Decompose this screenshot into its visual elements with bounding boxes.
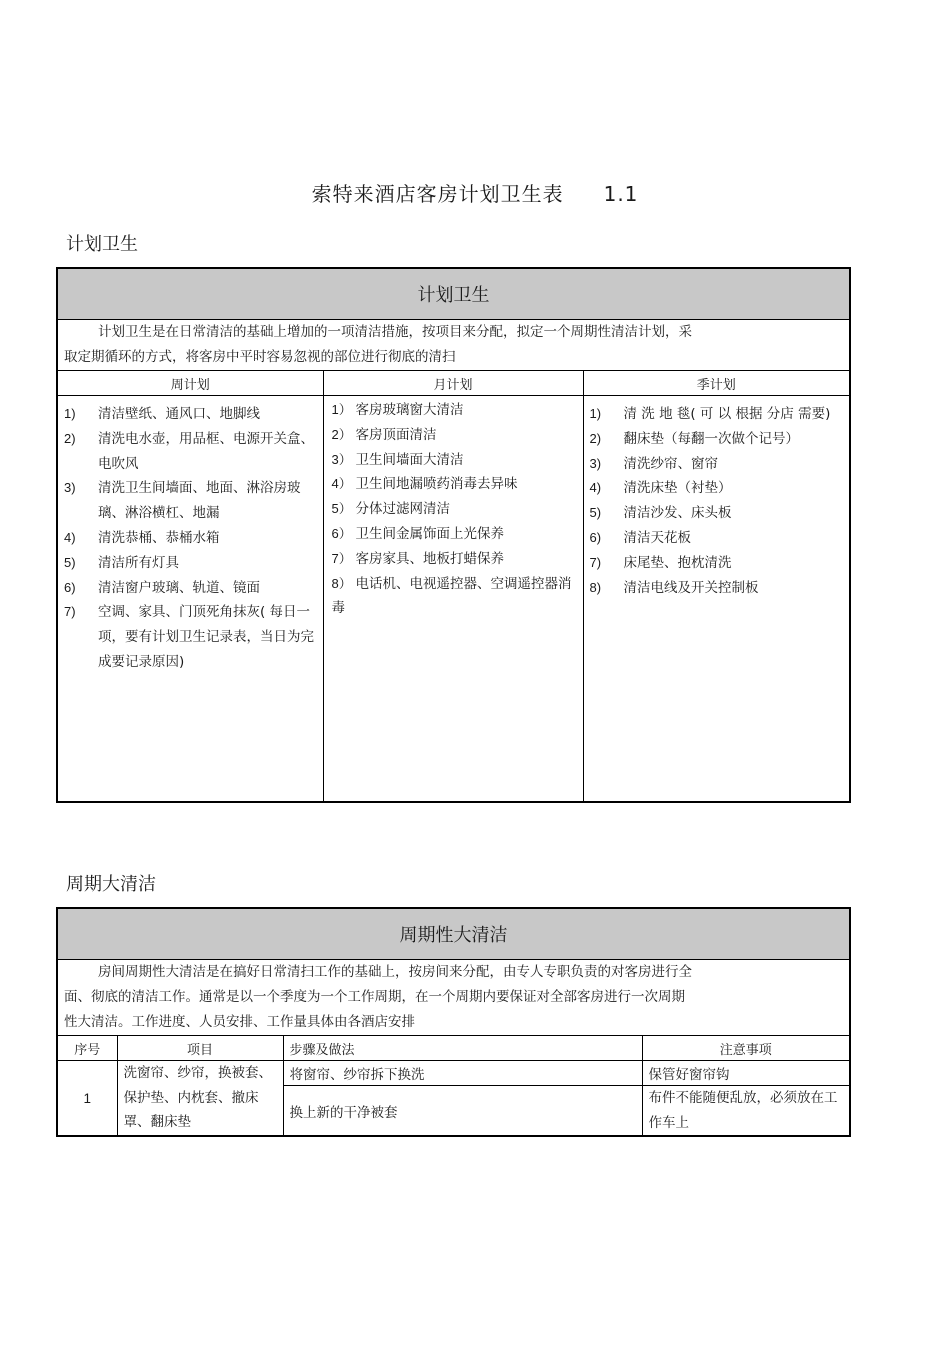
item-number: 6) — [589, 529, 602, 545]
col-quarterly: 季计划 — [583, 371, 850, 396]
row-step: 将窗帘、纱帘拆下换洗 — [283, 1061, 642, 1086]
quarterly-cell — [583, 396, 850, 802]
list-item — [332, 547, 579, 572]
plan-table-title: 计划卫生 — [57, 268, 850, 320]
weekly-cell — [57, 396, 323, 802]
row-note: 保管好窗帘钩 — [642, 1061, 850, 1086]
item-text: 电话机、电视遥控器、空调遥控器消毒 — [331, 575, 572, 617]
item-number: 8） — [331, 575, 352, 591]
section2-heading: 周期大清洁 — [66, 874, 156, 895]
document-title — [0, 178, 950, 207]
monthly-list — [324, 396, 583, 621]
quarterly-list — [584, 396, 850, 600]
list-item — [332, 572, 579, 622]
col-no: 序号 — [57, 1036, 117, 1061]
item-number: 5） — [331, 501, 352, 517]
list-item — [64, 427, 319, 477]
list-item — [332, 423, 579, 448]
item-number: 4) — [589, 480, 602, 496]
item-number: 1) — [64, 406, 76, 421]
item-number: 4) — [64, 529, 76, 545]
intro-line: 性大清洁。工作进度、人员安排、工作量具体由各酒店安排 — [64, 1014, 415, 1030]
item-text: 清洗纱帘、窗帘 — [623, 455, 718, 472]
item-text: 卫生间金属饰面上光保养 — [355, 525, 504, 542]
col-weekly: 周计划 — [57, 371, 323, 396]
item-number: 3） — [331, 451, 352, 467]
col-steps: 步骤及做法 — [283, 1036, 642, 1061]
cleaning-table — [56, 907, 851, 1137]
item-number: 7） — [331, 550, 352, 566]
item-text: 卫生间墙面大清洁 — [355, 451, 464, 468]
item-text: 清 洗 地 毯( 可 以 根据 分店 需要) — [623, 406, 831, 422]
list-item — [64, 551, 319, 576]
row-no: 1 — [57, 1061, 117, 1137]
item-number: 8) — [589, 579, 602, 595]
cleaning-intro — [57, 960, 850, 1036]
item-number: 7) — [589, 554, 602, 570]
item-number: 5) — [64, 554, 76, 570]
item-text: 清洁天花板 — [623, 529, 691, 546]
list-item — [332, 448, 579, 473]
item-text: 清洗床垫（衬垫） — [623, 480, 732, 497]
list-item — [332, 398, 579, 423]
item-number: 2） — [331, 426, 352, 442]
title-text: 索特来酒店客房计划卫生表 — [311, 182, 564, 206]
list-item — [590, 526, 846, 551]
list-item — [64, 526, 319, 551]
item-number: 2) — [64, 430, 76, 446]
list-item — [332, 497, 579, 522]
list-item — [590, 452, 846, 477]
item-text: 翻床垫（每翻一次做个记号） — [623, 430, 799, 447]
weekly-list — [58, 396, 323, 675]
row-item: 洗窗帘、纱帘，换被套、保护垫、内枕套、撤床罩、翻床垫 — [117, 1061, 283, 1137]
list-item — [332, 472, 579, 497]
monthly-cell — [323, 396, 583, 802]
plan-intro — [57, 320, 850, 371]
list-item — [590, 501, 846, 526]
row-step: 换上新的干净被套 — [283, 1086, 642, 1137]
list-item — [590, 476, 846, 501]
item-text: 清洗卫生间墙面、地面、淋浴房玻璃、淋浴横杠、地漏 — [98, 480, 301, 522]
col-item: 项目 — [117, 1036, 283, 1061]
intro-line: 取定期循环的方式，将客房中平时容易忽视的部位进行彻底的清扫 — [64, 349, 456, 365]
item-text: 分体过滤网清洁 — [355, 501, 450, 518]
col-notes: 注意事项 — [642, 1036, 850, 1061]
list-item — [590, 402, 846, 427]
list-item — [64, 600, 319, 674]
row-note: 布件不能随便乱放，必须放在工作车上 — [642, 1086, 850, 1137]
item-text: 清洁窗户玻璃、轨道、镜面 — [98, 579, 260, 596]
item-number: 6） — [331, 525, 352, 541]
intro-line: 计划卫生是在日常清洁的基础上增加的一项清洁措施，按项目来分配，拟定一个周期性清洁计划，采 — [98, 324, 692, 340]
col-monthly: 月计划 — [323, 371, 583, 396]
item-number: 5) — [589, 505, 602, 521]
item-text: 清洁电线及开关控制板 — [623, 579, 759, 596]
title-number: 1.1 — [603, 182, 639, 206]
item-text: 床尾垫、抱枕清洗 — [623, 554, 732, 571]
item-text: 卫生间地漏喷药消毒去异味 — [355, 476, 518, 493]
item-number: 4） — [331, 476, 352, 492]
item-number: 1） — [331, 402, 352, 417]
item-number: 7) — [64, 604, 76, 620]
list-item — [590, 427, 846, 452]
item-text: 清洗电水壶，用品框、电源开关盒、电吹风 — [98, 430, 314, 472]
item-text: 客房玻璃窗大清洁 — [355, 402, 464, 418]
item-number: 2) — [589, 430, 602, 446]
item-text: 客房顶面清洁 — [355, 426, 437, 443]
item-text: 清洗恭桶、恭桶水箱 — [98, 529, 220, 546]
list-item — [64, 476, 319, 526]
intro-line: 房间周期性大清洁是在搞好日常清扫工作的基础上，按房间来分配，由专人专职负责的对客房进行全 — [98, 964, 692, 980]
item-number: 1) — [589, 406, 602, 421]
list-item — [64, 576, 319, 601]
list-item — [590, 551, 846, 576]
item-number: 6) — [64, 579, 76, 595]
item-text: 清洁壁纸、通风口、地脚线 — [98, 406, 260, 422]
plan-table — [56, 267, 851, 803]
list-item — [64, 402, 319, 427]
section1-heading: 计划卫生 — [66, 234, 138, 255]
cleaning-table-title: 周期性大清洁 — [57, 908, 850, 960]
list-item — [590, 576, 846, 601]
list-item — [332, 522, 579, 547]
intro-line: 面、彻底的清洁工作。通常是以一个季度为一个工作周期，在一个周期内要保证对全部客房进行一次周期 — [64, 989, 685, 1005]
item-text: 客房家具、地板打蜡保养 — [355, 550, 504, 567]
item-number: 3) — [64, 480, 76, 496]
item-text: 清洁所有灯具 — [98, 554, 179, 571]
item-number: 3) — [589, 455, 602, 471]
item-text: 空调、家具、门顶死角抹灰( 每日一项，要有计划卫生记录表，当日为完成要记录原因) — [98, 604, 314, 670]
item-text: 清洁沙发、床头板 — [623, 505, 732, 522]
